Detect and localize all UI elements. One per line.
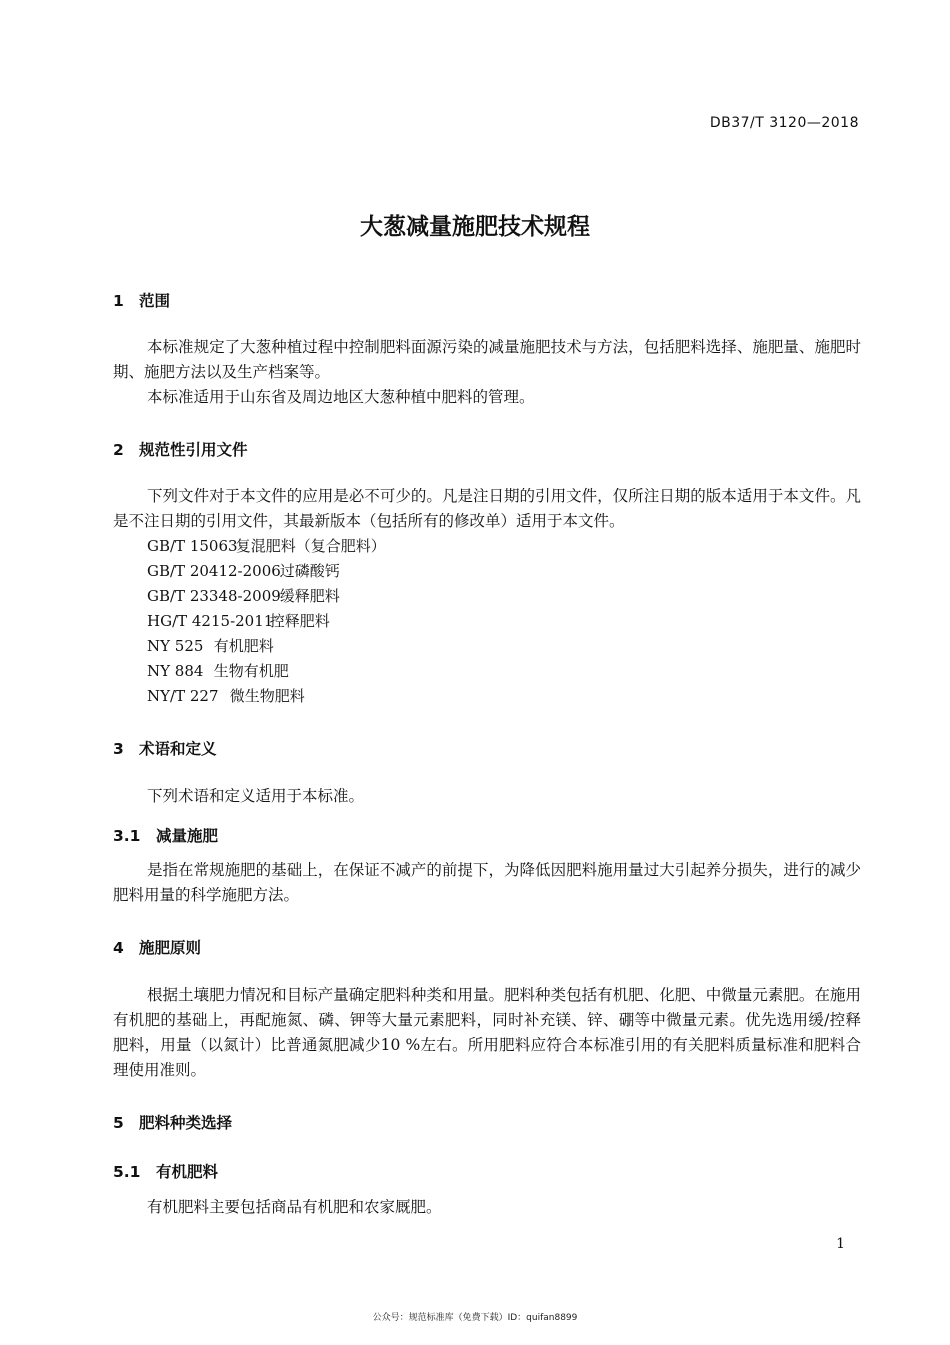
- section-4-paragraph-1: 根据土壤肥力情况和目标产量确定肥料种类和用量。肥料种类包括有机肥、化肥、中微量元素肥。在施用有机肥的基础上，再配施氮、磷、钾等大量元素肥料，同时补充镁、锌、硼等中微量元素。优先选用缓/控释肥料，用量（以氮计）比普通氮肥减少10 %左右。所用肥料应符合本标准引用的有关肥料质量标准和肥料合理使用准则。: [113, 986, 861, 1079]
- page-number: 1: [836, 1236, 845, 1252]
- reference-item: [147, 634, 274, 659]
- reference-item: [147, 659, 289, 684]
- reference-item: [147, 559, 340, 584]
- reference-name: 过磷酸钙: [279, 562, 340, 580]
- section-1-paragraph-2: 本标准适用于山东省及周边地区大葱种植中肥料的管理。: [147, 388, 535, 406]
- standard-code: DB37/T 3120—2018: [709, 115, 859, 131]
- reference-code: NY 525: [147, 637, 204, 655]
- section-4-heading: [113, 936, 201, 958]
- reference-name: 缓释肥料: [279, 587, 340, 605]
- reference-item: [147, 609, 330, 634]
- subsection-5-1-paragraph: 有机肥料主要包括商品有机肥和农家厩肥。: [147, 1198, 442, 1216]
- section-3-paragraph-1: 下列术语和定义适用于本标准。: [147, 787, 365, 805]
- section-title: 施肥原则: [139, 939, 202, 957]
- reference-item: [147, 684, 305, 709]
- reference-name: 生物有机肥: [213, 662, 289, 680]
- reference-code: HG/T 4215-2011: [147, 612, 274, 630]
- section-title: 规范性引用文件: [139, 441, 248, 459]
- reference-name: 有机肥料: [213, 637, 274, 655]
- section-number: 4: [113, 939, 124, 957]
- section-1-paragraph-1: 本标准规定了大葱种植过程中控制肥料面源污染的减量施肥技术与方法，包括肥料选择、施肥量、施肥时期、施肥方法以及生产档案等。: [113, 338, 861, 381]
- reference-item: [147, 534, 386, 559]
- reference-code: GB/T 15063: [147, 537, 238, 555]
- subsection-3-1-paragraph: 是指在常规施肥的基础上，在保证不减产的前提下，为降低因肥料施用量过大引起养分损失，进行的减少肥料用量的科学施肥方法。: [113, 861, 861, 904]
- reference-name: 微生物肥料: [229, 687, 305, 705]
- reference-code: NY 884: [147, 662, 204, 680]
- subsection-number: 3.1: [113, 827, 141, 845]
- section-number: 1: [113, 292, 124, 310]
- reference-name: 复混肥料（复合肥料）: [235, 537, 386, 555]
- section-number: 2: [113, 441, 124, 459]
- footer-watermark: 公众号：规范标准库（免费下载）ID：quifan8899: [372, 1313, 578, 1323]
- subsection-3-1-heading: [113, 824, 218, 846]
- reference-code: NY/T 227: [147, 687, 219, 705]
- subsection-number: 5.1: [113, 1163, 141, 1181]
- reference-code: GB/T 20412-2006: [147, 562, 281, 580]
- reference-name: 控释肥料: [269, 612, 330, 630]
- section-title: 范围: [139, 292, 171, 310]
- subsection-title: 有机肥料: [156, 1163, 219, 1181]
- section-2-heading: [113, 438, 248, 460]
- section-5-heading: [113, 1111, 232, 1133]
- section-title: 术语和定义: [139, 740, 217, 758]
- section-number: 3: [113, 740, 124, 758]
- subsection-5-1-heading: [113, 1160, 218, 1182]
- reference-code: GB/T 23348-2009: [147, 587, 281, 605]
- section-title: 肥料种类选择: [139, 1114, 233, 1132]
- subsection-title: 减量施肥: [156, 827, 219, 845]
- section-2-paragraph-1: 下列文件对于本文件的应用是必不可少的。凡是注日期的引用文件，仅所注日期的版本适用于本文件。凡是不注日期的引用文件，其最新版本（包括所有的修改单）适用于本文件。: [113, 487, 861, 530]
- section-1-heading: [113, 289, 170, 311]
- section-3-heading: [113, 737, 217, 759]
- document-title: 大葱减量施肥技术规程: [360, 214, 590, 240]
- section-number: 5: [113, 1114, 124, 1132]
- reference-item: [147, 584, 340, 609]
